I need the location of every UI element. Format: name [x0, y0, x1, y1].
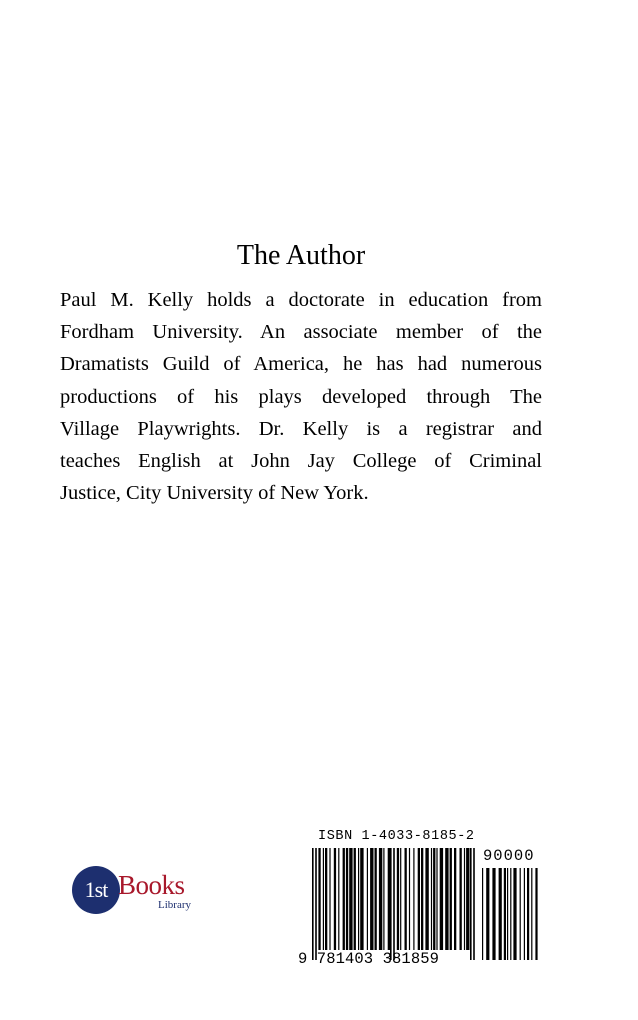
- barcode-bar: [334, 848, 336, 950]
- barcode-bar: [312, 848, 314, 960]
- bio-line: Justice, City University of New York.: [60, 482, 369, 505]
- barcode-bar: [346, 848, 348, 950]
- barcode-bar: [360, 848, 363, 950]
- barcode-bar: [390, 848, 392, 960]
- barcode: [310, 848, 560, 966]
- barcode-bar: [397, 848, 399, 950]
- bio-line: Fordham University. An associate member of the: [60, 321, 542, 344]
- barcode-bar: [450, 848, 452, 950]
- isbn-label: ISBN 1-4033-8185-2: [318, 829, 475, 844]
- bio-line: Paul M. Kelly holds a doctorate in education from: [60, 289, 542, 311]
- bio-line: Dramatists Guild of America, he has had numerous: [60, 353, 542, 376]
- barcode-bar: [473, 848, 475, 960]
- bio-line: Village Playwrights. Dr. Kelly is a registrar and: [60, 417, 542, 440]
- barcode-bar: [524, 868, 525, 960]
- barcode-bar: [504, 868, 506, 960]
- barcode-bar: [383, 848, 384, 950]
- barcode-bar: [379, 848, 382, 950]
- barcode-bar: [431, 848, 432, 950]
- barcode-bar: [492, 868, 495, 960]
- barcode-bar: [499, 868, 502, 960]
- publisher-logo-mark: 1st: [72, 866, 120, 914]
- author-bio: [60, 284, 542, 509]
- barcode-bar: [318, 848, 320, 950]
- barcode-bar: [375, 848, 377, 950]
- barcode-addon-bars: [482, 868, 538, 960]
- barcode-digits: 9 781403 381859: [298, 950, 440, 968]
- publisher-logo-subtitle: Library: [158, 899, 191, 911]
- barcode-bar: [527, 868, 529, 960]
- barcode-bar: [418, 848, 420, 950]
- barcode-bar: [358, 848, 359, 950]
- barcode-bar: [535, 868, 537, 960]
- barcode-bar: [409, 848, 410, 950]
- author-heading: The Author: [236, 240, 366, 271]
- barcode-bar: [400, 848, 401, 950]
- barcode-bar: [507, 868, 508, 960]
- barcode-bar: [513, 868, 516, 960]
- barcode-bar: [460, 848, 462, 950]
- barcode-bar: [413, 848, 414, 950]
- publisher-logo: [72, 866, 202, 922]
- barcode-bar: [315, 848, 317, 960]
- barcode-bar: [464, 848, 465, 950]
- barcode-bar: [470, 848, 472, 960]
- bio-line: productions of his plays developed through The: [60, 385, 542, 408]
- barcode-bar: [466, 848, 469, 950]
- barcode-bar: [349, 848, 352, 950]
- barcode-bar: [370, 848, 373, 950]
- barcode-bar: [436, 848, 437, 950]
- barcode-bar: [433, 848, 435, 950]
- barcode-bar: [323, 848, 324, 950]
- barcode-bar: [440, 848, 443, 950]
- barcode-bar: [421, 848, 423, 950]
- barcode-bar: [486, 868, 489, 960]
- barcode-bar: [393, 848, 395, 960]
- barcode-bar: [405, 848, 407, 950]
- barcode-bar: [329, 848, 330, 950]
- barcode-bar: [520, 868, 521, 960]
- barcode-bar: [367, 848, 368, 950]
- barcode-bar: [531, 868, 532, 960]
- barcode-bar: [388, 848, 390, 950]
- barcode-price-code: 90000: [483, 847, 535, 865]
- barcode-main-bars: [312, 848, 475, 960]
- barcode-bar: [482, 868, 483, 960]
- publisher-logo-word: Books: [118, 870, 185, 900]
- barcode-bar: [325, 848, 327, 950]
- barcode-bar: [354, 848, 356, 950]
- barcode-bar: [343, 848, 345, 950]
- barcode-bar: [445, 848, 448, 950]
- bio-line: teaches English at John Jay College of Criminal: [60, 449, 542, 472]
- barcode-bar: [425, 848, 428, 950]
- barcode-bar: [510, 868, 511, 960]
- barcode-bar: [338, 848, 339, 950]
- barcode-bar: [454, 848, 456, 950]
